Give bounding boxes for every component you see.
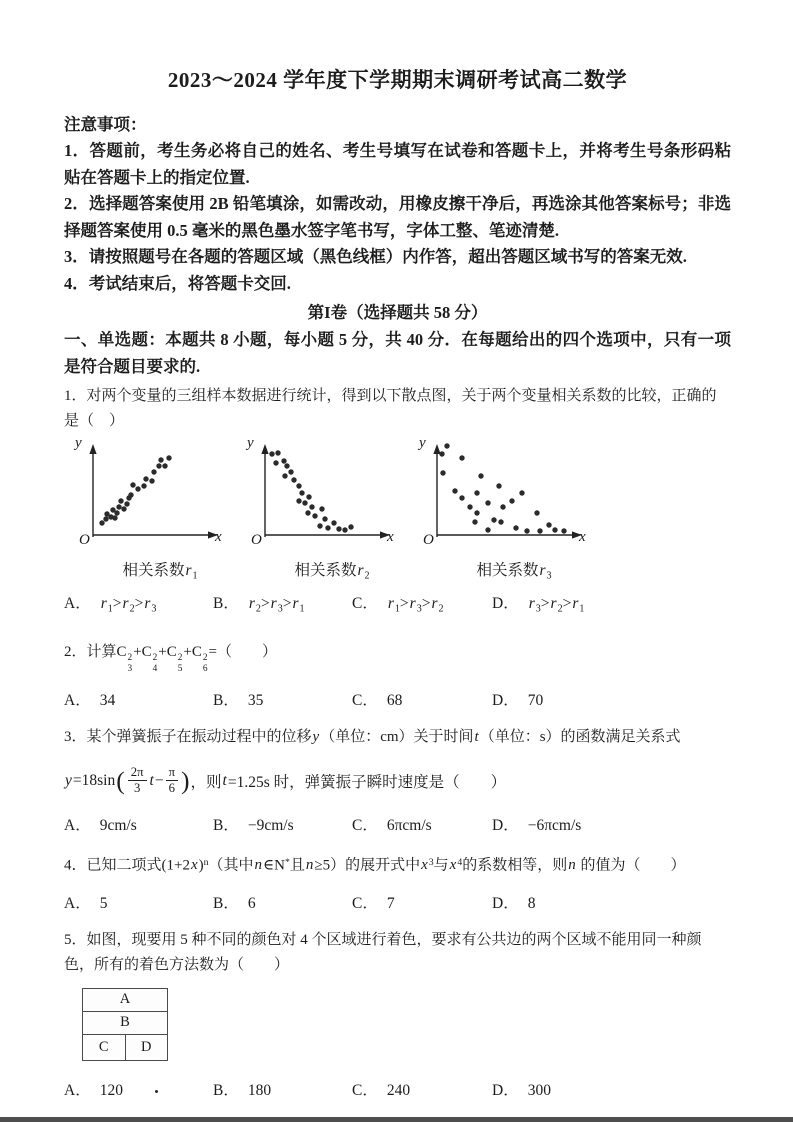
option-text: $r_1>r_2>r_3$ — [100, 595, 157, 615]
q4-stem: 4．已知二项式$(1+2x)^n$（其中n∈N*且n≥5）的展开式中$x^3$与$x^4$的系数相等，则n 的值为（ ） — [64, 856, 686, 873]
origin-label: O — [251, 532, 262, 548]
scatter-plot-r2-canvas — [238, 435, 404, 556]
option-label: D． — [492, 595, 519, 612]
option-label: C． — [352, 595, 378, 612]
q2-option-a — [64, 689, 213, 713]
y-axis-label: y — [75, 435, 82, 451]
origin-label: O — [423, 532, 434, 548]
q1-option-c — [352, 592, 492, 622]
region-a — [83, 989, 167, 1012]
region-b-label: B — [120, 1014, 130, 1031]
region-c — [83, 1035, 125, 1060]
exam-page — [64, 64, 731, 1103]
option-label: B． — [213, 1081, 239, 1099]
x-axis-label: x — [387, 529, 394, 545]
y-axis-label: y — [419, 435, 426, 451]
q4-option-b — [213, 892, 352, 916]
option-label: B． — [213, 595, 239, 612]
option-label: B． — [213, 816, 239, 834]
notice-item-2: 2．选择题答案使用 2B 铅笔填涂，如需改动，用橡皮擦干净后，再选涂其他答案标号；非选择题答案使用 0.5 毫米的黑色墨水签字笔书写，字体工整、笔迹清楚. — [64, 194, 731, 240]
question-5 — [64, 928, 731, 1103]
page-title: 2023～2024 学年度下学期期末调研考试高二数学 — [167, 68, 628, 92]
option-label: B． — [213, 894, 239, 912]
q1-option-a — [64, 592, 213, 622]
option-text: −6πcm/s — [527, 816, 582, 834]
q1-option-b — [213, 592, 352, 622]
q1-stem: 1．对两个变量的三组样本数据进行统计，得到以下散点图，关于两个变量相关系数的比较，正确的是（ ） — [64, 388, 717, 429]
option-label: A． — [64, 816, 91, 834]
option-text: 300 — [527, 1081, 551, 1099]
option-text: 120 — [99, 1081, 123, 1099]
notice-item-4: 4．考试结束后，将答题卡交回. — [64, 273, 291, 293]
option-label: B． — [213, 691, 239, 709]
option-label: D． — [492, 894, 519, 912]
option-text: 180 — [247, 1081, 272, 1099]
option-label: C． — [352, 894, 378, 912]
question-1 — [64, 384, 731, 622]
option-text: −9cm/s — [247, 816, 294, 834]
q4-option-d — [492, 892, 731, 916]
q4-options — [64, 892, 731, 916]
q5-option-d — [492, 1079, 731, 1103]
region-d — [125, 1035, 168, 1060]
option-text: 5 — [99, 894, 108, 912]
region-b — [83, 1012, 167, 1035]
q3-option-b — [213, 814, 352, 838]
option-text: 68 — [386, 691, 403, 709]
option-text: 240 — [386, 1081, 411, 1099]
q5-region-figure — [82, 988, 168, 1061]
q2-option-c — [352, 689, 492, 713]
option-text: 35 — [247, 691, 264, 709]
notice-heading: 注意事项： — [64, 115, 147, 134]
option-label: A． — [64, 595, 91, 612]
question-4 — [64, 850, 731, 916]
q3-option-a — [64, 814, 213, 838]
plot-caption-r1: 相关系数$r_1$ — [122, 562, 198, 582]
notice-item-1: 1．答题前，考生务必将自己的姓名、考生号填写在试卷和答题卡上，并将考生号条形码粘贴在答题卡上的指定位置. — [64, 141, 731, 187]
notice-item-3: 3．请按照题号在各题的答题区域（黑色线框）内作答，超出答题区域书写的答案无效. — [64, 247, 687, 266]
question-3 — [64, 725, 731, 838]
q3-stem: 3．某个弹簧振子在振动过程中的位移y（单位：cm）关于时间t（单位：s）的函数满足关系式 — [64, 728, 681, 745]
part1-heading: 第I卷（选择题共 58 分） — [307, 303, 488, 322]
y-axis-label: y — [247, 435, 254, 451]
region-cd-row — [83, 1035, 167, 1060]
q1-options — [64, 592, 731, 622]
x-axis-label: x — [215, 529, 222, 545]
plot-caption-r2: 相关系数$r_2$ — [294, 562, 370, 582]
section-single-choice-heading: 一、单选题：本题共 8 小题，每小题 5 分，共 40 分．在每题给出的四个选项中，只有一项是符合题目要求的. — [64, 330, 731, 376]
x-axis-label: x — [579, 529, 586, 545]
option-label: D． — [492, 1081, 519, 1099]
q2-option-b — [213, 689, 352, 713]
scatter-plot-r1 — [66, 435, 232, 582]
q1-option-d — [492, 592, 731, 622]
option-text: $r_2>r_3>r_1$ — [248, 595, 305, 615]
q4-option-c — [352, 892, 492, 916]
q2-option-d — [492, 689, 731, 713]
option-label: A． — [64, 894, 91, 912]
q3-formula: y =18sin ( 2π 3 t − π 6 ) ，则 t =1.25s 时，弹簧振子瞬时速度是（ ） — [65, 764, 507, 796]
option-text: 6πcm/s — [386, 816, 432, 834]
option-label: C． — [352, 691, 378, 709]
region-c-label: C — [98, 1038, 109, 1055]
option-text: $r_3>r_2>r_1$ — [528, 595, 585, 615]
q2-options — [64, 689, 731, 713]
scatter-plot-r1-canvas — [66, 435, 232, 556]
option-text: 70 — [527, 691, 544, 709]
option-label: C． — [352, 1081, 378, 1099]
option-label: C． — [352, 816, 378, 834]
q3-options — [64, 814, 731, 838]
q1-scatter-plots — [66, 435, 731, 582]
option-text: 8 — [527, 894, 536, 912]
origin-label: O — [79, 532, 90, 548]
q2-stem: 2．计算C 2 3 +C 2 4 +C 2 5 +C 2 6 =（ ） — [64, 643, 278, 674]
q4-option-a — [64, 892, 213, 916]
option-label: D． — [492, 691, 519, 709]
q3-option-d — [492, 814, 731, 838]
scatter-plot-r3 — [410, 435, 596, 582]
scatter-plot-r2 — [238, 435, 404, 582]
option-label: A． — [64, 1081, 91, 1099]
option-text: 7 — [386, 894, 395, 912]
option-text: 6 — [247, 894, 256, 912]
region-d-label: D — [141, 1038, 152, 1055]
q5-option-b — [213, 1079, 352, 1103]
option-label: A． — [64, 691, 91, 709]
option-text: $r_1>r_3>r_2$ — [387, 595, 444, 615]
q5-stem: 5．如图，现要用 5 种不同的颜色对 4 个区域进行着色，要求有公共边的两个区域不能用同一种颜色，所有的着色方法数为（ ） — [64, 931, 702, 973]
option-text: 9cm/s — [99, 816, 137, 834]
page-bottom-edge — [0, 1117, 793, 1122]
q5-options — [64, 1079, 731, 1103]
q5-option-c — [352, 1079, 492, 1103]
q5-option-a — [64, 1079, 213, 1103]
question-2 — [64, 640, 731, 713]
option-label: D． — [492, 816, 519, 834]
scatter-plot-r3-canvas — [410, 435, 596, 556]
region-a-label: A — [119, 991, 131, 1008]
q3-option-c — [352, 814, 492, 838]
option-text: 34 — [99, 691, 116, 709]
scan-artifact-dot — [155, 1090, 158, 1093]
plot-caption-r3: 相关系数$r_3$ — [476, 562, 552, 582]
